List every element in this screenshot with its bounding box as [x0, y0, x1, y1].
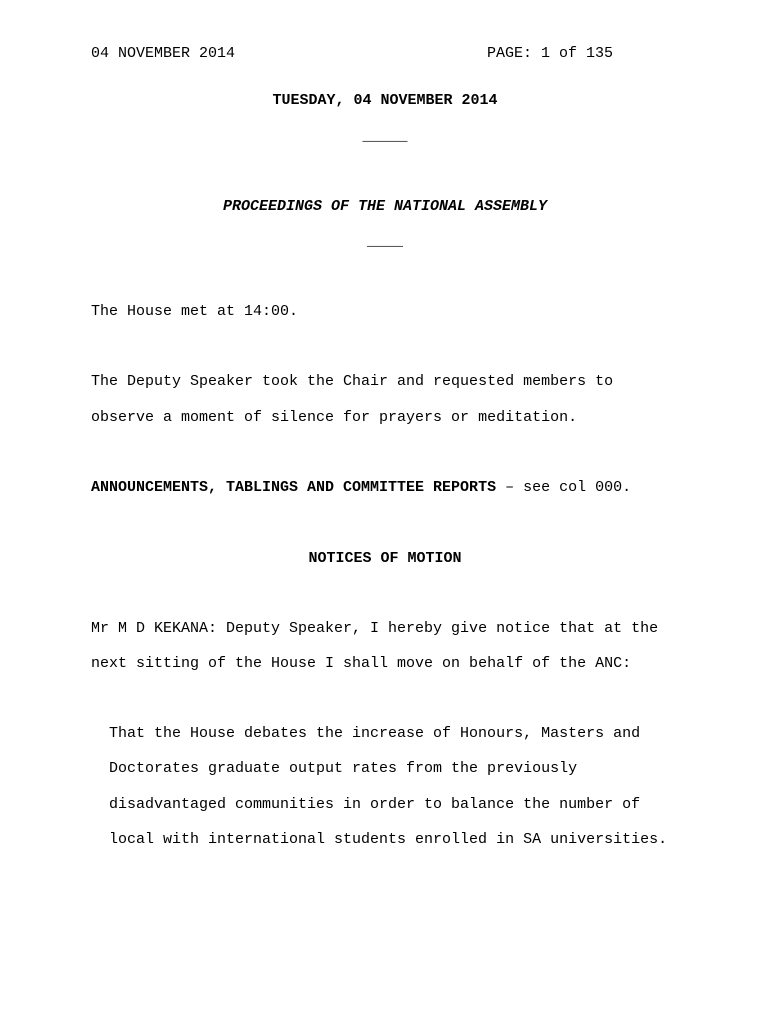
paragraph-line: The Deputy Speaker took the Chair and requested members to: [91, 373, 614, 390]
divider-rule: ____: [366, 233, 403, 250]
paragraph-line: That the House debates the increase of Honours, Masters and: [109, 725, 641, 742]
paragraph-line: local with international students enrolled in SA universities.: [109, 831, 668, 848]
paragraph-line: observe a moment of silence for prayers or meditation.: [91, 409, 578, 426]
header-date: 04 NOVEMBER 2014: [91, 45, 236, 62]
section-title: PROCEEDINGS OF THE NATIONAL ASSEMBLY: [222, 198, 548, 215]
notices-heading: NOTICES OF MOTION: [308, 550, 462, 567]
paragraph-line: Mr M D KEKANA: Deputy Speaker, I hereby give notice that at the: [91, 620, 659, 637]
house-met-paragraph: The House met at 14:00.: [91, 303, 299, 320]
day-title: TUESDAY, 04 NOVEMBER 2014: [272, 92, 498, 109]
announcements-paragraph: [91, 479, 631, 497]
announcements-heading: ANNOUNCEMENTS, TABLINGS AND COMMITTEE REPORTS: [91, 479, 497, 496]
header-page-number: PAGE: 1 of 135: [487, 45, 614, 62]
divider-rule: _____: [362, 128, 408, 145]
announcements-reference: – see col 000.: [496, 479, 632, 496]
paragraph-line: next sitting of the House I shall move on behalf of the ANC:: [91, 655, 632, 672]
paragraph-line: Doctorates graduate output rates from the previously: [109, 760, 578, 777]
paragraph-line: disadvantaged communities in order to balance the number of: [109, 796, 641, 813]
